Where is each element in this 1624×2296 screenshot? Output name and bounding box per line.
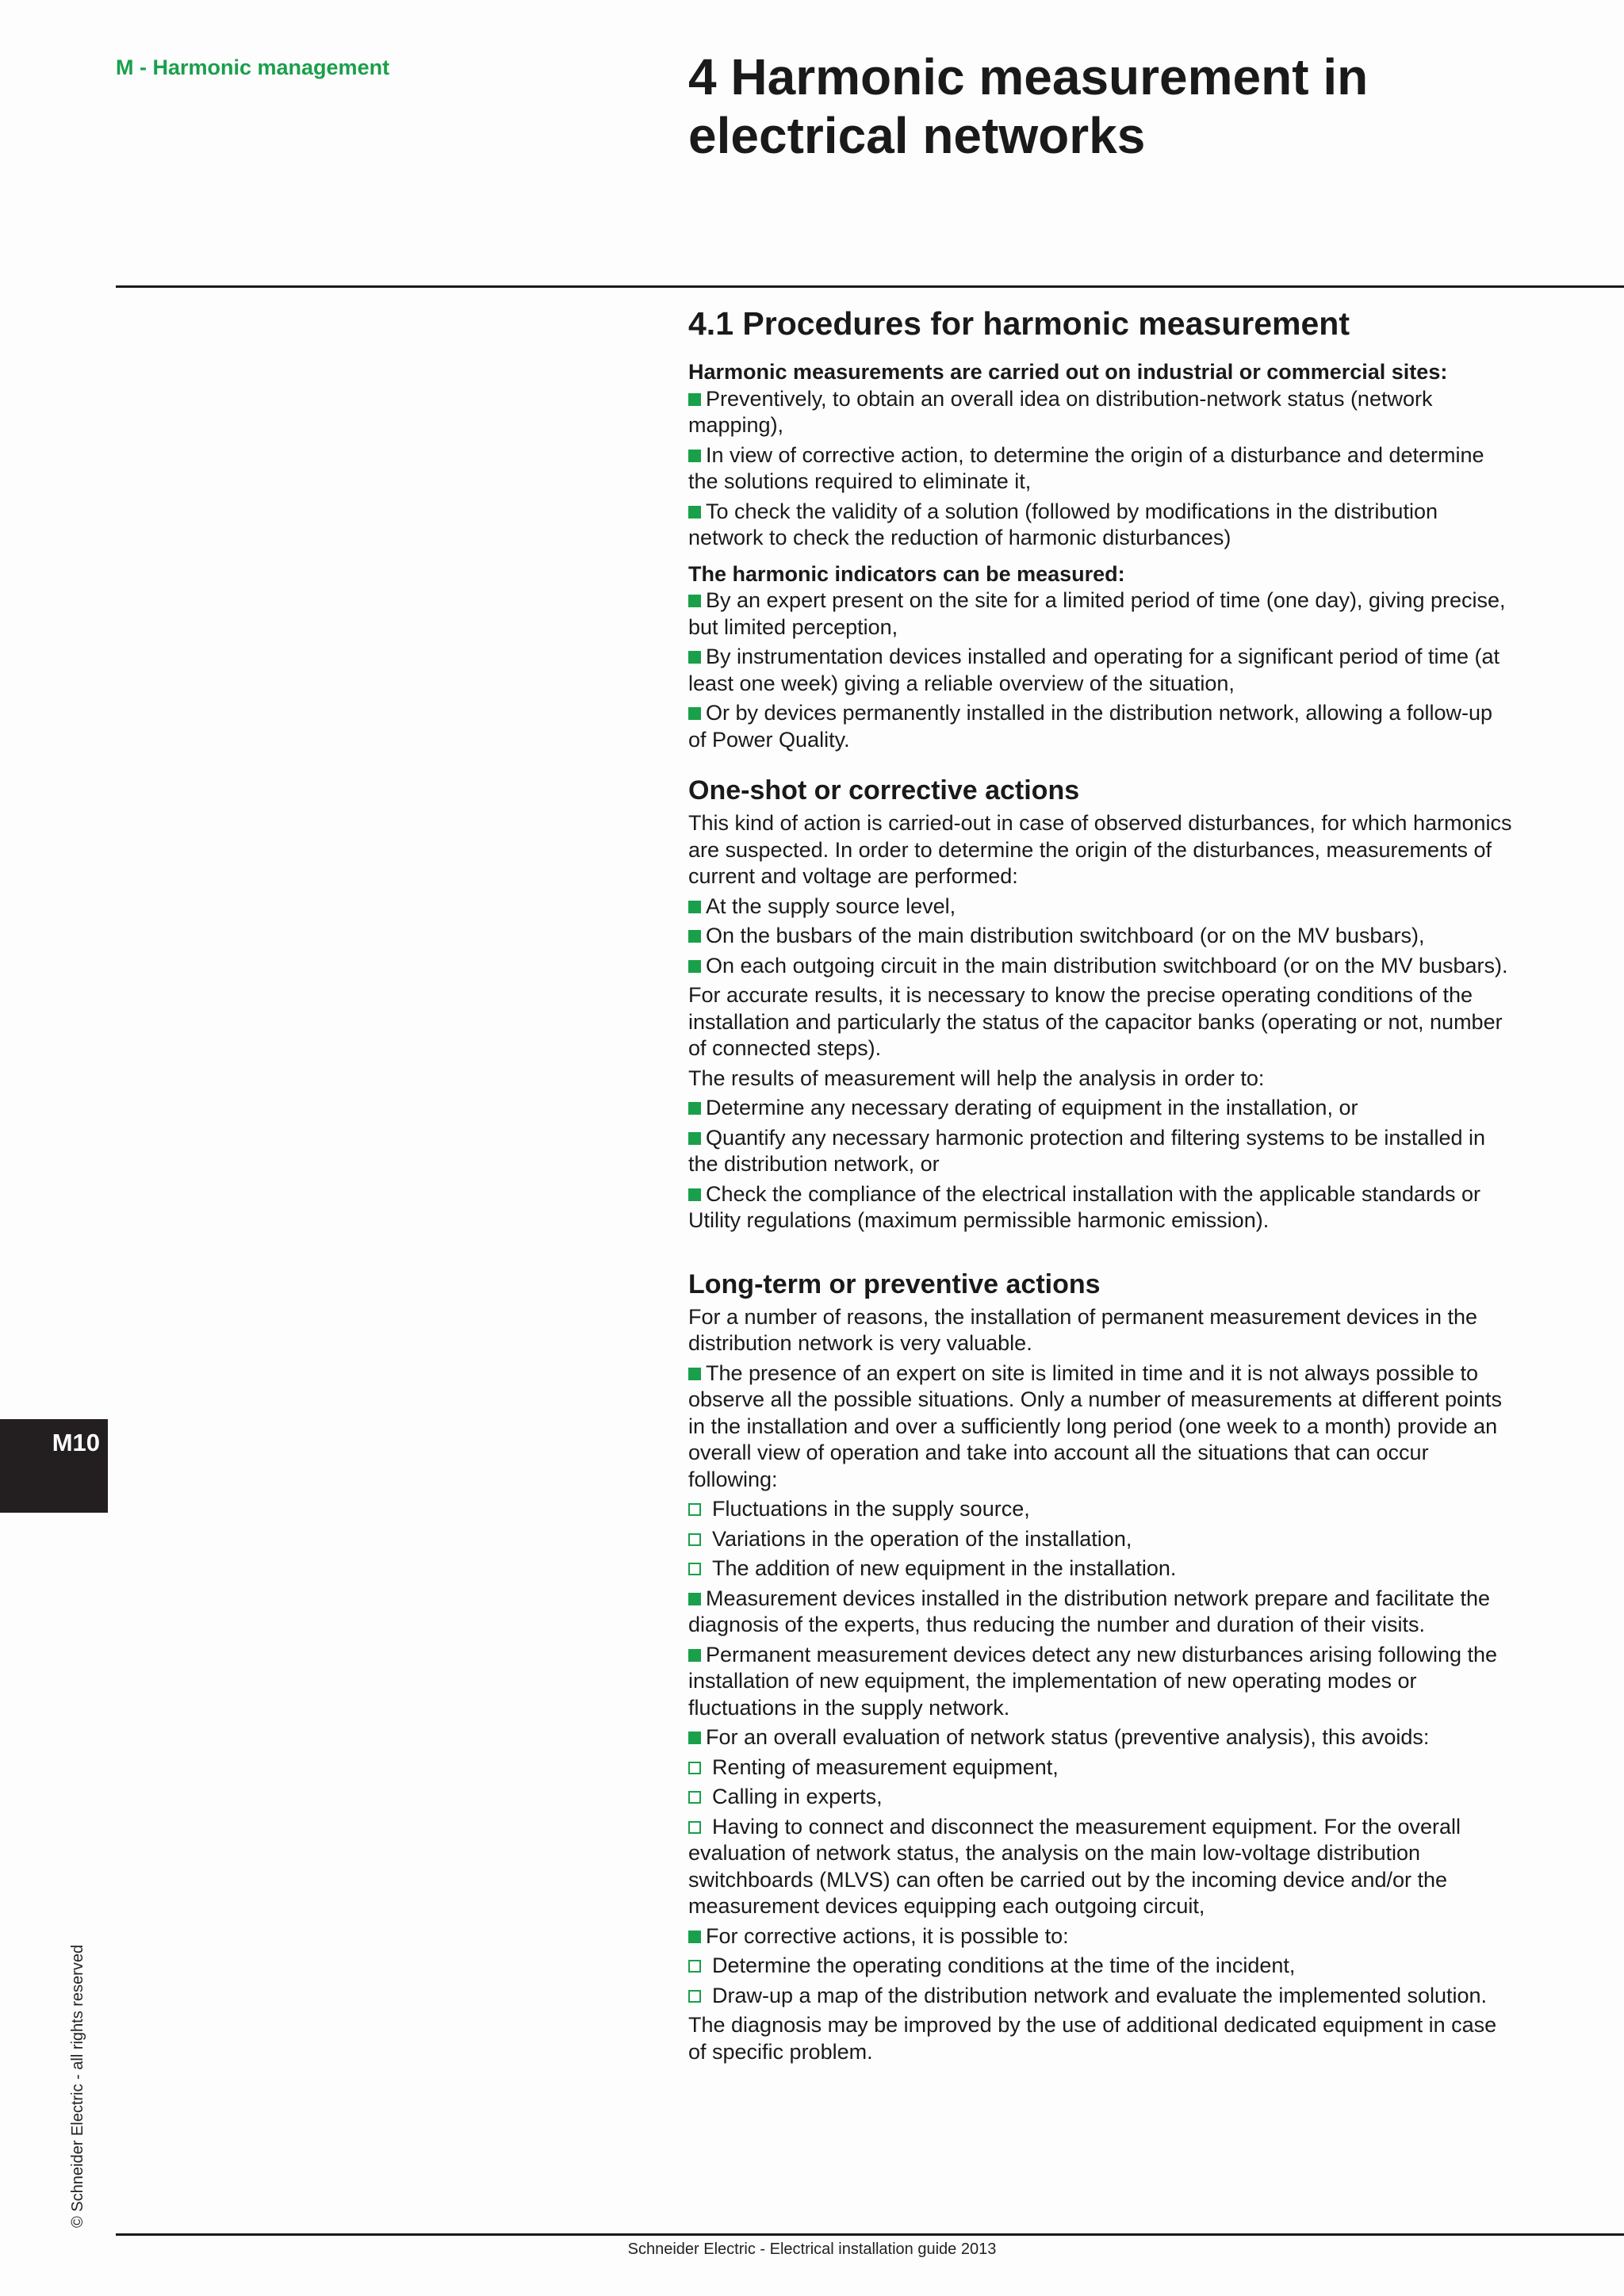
list-item: The presence of an expert on site is limited in time and it is not always possible to observe all the possible situations. Only a number of measurements at different points in the installation and over a sufficiently long period (one week to a month) provide an overall view of operation and take into account all the situations that can occur following: <box>688 1360 1503 1491</box>
sub-list-item: Variations in the operation of the installation, <box>688 1526 1513 1553</box>
indicators-lead: The harmonic indicators can be measured: <box>688 561 1125 586</box>
list-item: For an overall evaluation of network status (preventive analysis), this avoids: <box>688 1724 1513 1751</box>
sub-list-item: The addition of new equipment in the installation. <box>688 1556 1513 1582</box>
header-divider <box>116 285 1624 288</box>
longterm-list <box>688 1360 1513 2010</box>
list-item: To check the validity of a solution (followed by modifications in the distribution network to check the reduction of harmonic disturbances) <box>688 499 1438 549</box>
green-square-bullet-icon <box>688 1368 701 1380</box>
list-item: By an expert present on the site for a limited period of time (one day), giving precise, but limited perception, <box>688 588 1506 639</box>
green-square-bullet-icon <box>688 1188 701 1201</box>
paragraph: This kind of action is carried-out in case of observed disturbances, for which harmonics are suspected. In order to determine the origin of the disturbances, measurements of current and voltage are performed: <box>688 811 1512 888</box>
list-item: Preventively, to obtain an overall idea on distribution-network status (network mapping), <box>688 386 1433 437</box>
list-item: For corrective actions, it is possible to: <box>688 1923 1513 1950</box>
hollow-square-bullet-icon <box>688 1791 701 1804</box>
sub-list-item: Having to connect and disconnect the measurement equipment. For the overall evaluation of network status, the analysis on the main low-voltage distribution switchboards (MLVS) can often be carried out by the incoming device and/or the measurement devices equipping each outgoing circuit, <box>688 1814 1461 1918</box>
footer-text: Schneider Electric - Electrical installation guide 2013 <box>627 2241 997 2258</box>
section-tag: M - Harmonic management <box>116 55 390 79</box>
list-item: Or by devices permanently installed in the distribution network, allowing a follow-up of Power Quality. <box>688 701 1492 752</box>
hollow-square-bullet-icon <box>688 1533 701 1546</box>
green-square-bullet-icon <box>688 506 701 519</box>
hollow-square-bullet-icon <box>688 1990 701 2003</box>
sub-list-item: Calling in experts, <box>688 1784 1513 1811</box>
green-square-bullet-icon <box>688 1593 701 1605</box>
green-square-bullet-icon <box>688 1732 701 1744</box>
list-item: Quantify any necessary harmonic protection and filtering systems to be installed in the distribution network, or <box>688 1125 1485 1176</box>
green-square-bullet-icon <box>688 651 701 664</box>
copyright-notice: © Schneider Electric - all rights reserved <box>69 1944 86 2228</box>
list-item: Check the compliance of the electrical installation with the applicable standards or Utility regulations (maximum permissible harmonic emission). <box>688 1181 1481 1232</box>
hollow-square-bullet-icon <box>688 1821 701 1834</box>
green-square-bullet-icon <box>688 707 701 720</box>
green-square-bullet-icon <box>688 930 701 943</box>
list-item: On each outgoing circuit in the main distribution switchboard (or on the MV busbars). <box>688 953 1513 980</box>
green-square-bullet-icon <box>688 901 701 913</box>
intro-lead: Harmonic measurements are carried out on industrial or commercial sites: <box>688 360 1448 384</box>
green-square-bullet-icon <box>688 393 701 406</box>
green-square-bullet-icon <box>688 450 701 462</box>
page-number-tab: M10 <box>0 1419 108 1513</box>
paragraph: The results of measurement will help the analysis in order to: <box>688 1066 1265 1090</box>
longterm-heading: Long-term or preventive actions <box>688 1269 1101 1299</box>
sub-list-item: Fluctuations in the supply source, <box>688 1496 1513 1523</box>
list-item: At the supply source level, <box>688 894 1513 920</box>
list-item: By instrumentation devices installed and operating for a significant period of time (at least one week) giving a reliable overview of the situation, <box>688 645 1500 695</box>
main-content <box>688 301 1513 2068</box>
list-item: On the busbars of the main distribution switchboard (or on the MV busbars), <box>688 923 1513 950</box>
sub-list-item: Renting of measurement equipment, <box>688 1755 1513 1781</box>
chapter-title: 4 Harmonic measurement in electrical networks <box>688 48 1369 164</box>
list-item: In view of corrective action, to determine the origin of a disturbance and determine the solutions required to eliminate it, <box>688 442 1484 493</box>
sub-list-item: Determine the operating conditions at the time of the incident, <box>688 1953 1513 1980</box>
green-square-bullet-icon <box>688 1102 701 1115</box>
green-square-bullet-icon <box>688 1132 701 1145</box>
green-square-bullet-icon <box>688 960 701 973</box>
hollow-square-bullet-icon <box>688 1563 701 1575</box>
oneshot-results-list <box>688 1095 1513 1234</box>
hollow-square-bullet-icon <box>688 1503 701 1516</box>
footer-divider <box>116 2233 1624 2236</box>
section-title: 4.1 Procedures for harmonic measurement <box>688 305 1350 342</box>
oneshot-heading: One-shot or corrective actions <box>688 775 1080 806</box>
green-square-bullet-icon <box>688 1649 701 1662</box>
sub-list-item: Draw-up a map of the distribution network and evaluate the implemented solution. <box>688 1983 1513 2010</box>
list-item: Determine any necessary derating of equipment in the installation, or <box>688 1095 1513 1122</box>
closing-paragraph: The diagnosis may be improved by the use of additional dedicated equipment in case of specific problem. <box>688 2013 1497 2064</box>
list-item: Measurement devices installed in the distribution network prepare and facilitate the diagnosis of the experts, thus reducing the number and duration of their visits. <box>688 1586 1491 1636</box>
oneshot-measure-list <box>688 894 1513 980</box>
list-item: Permanent measurement devices detect any new disturbances arising following the installation of new equipment, the implementation of new operating modes or fluctuations in the supply network. <box>688 1642 1498 1720</box>
paragraph: For accurate results, it is necessary to know the precise operating conditions of the installation and particularly the status of the capacitor banks (operating or not, number of connected steps). <box>688 983 1503 1060</box>
paragraph: For a number of reasons, the installation of permanent measurement devices in the distribution network is very valuable. <box>688 1304 1478 1355</box>
hollow-square-bullet-icon <box>688 1960 701 1973</box>
green-square-bullet-icon <box>688 1931 701 1943</box>
indicators-list <box>688 587 1513 753</box>
hollow-square-bullet-icon <box>688 1762 701 1774</box>
intro-list <box>688 386 1513 552</box>
green-square-bullet-icon <box>688 595 701 607</box>
